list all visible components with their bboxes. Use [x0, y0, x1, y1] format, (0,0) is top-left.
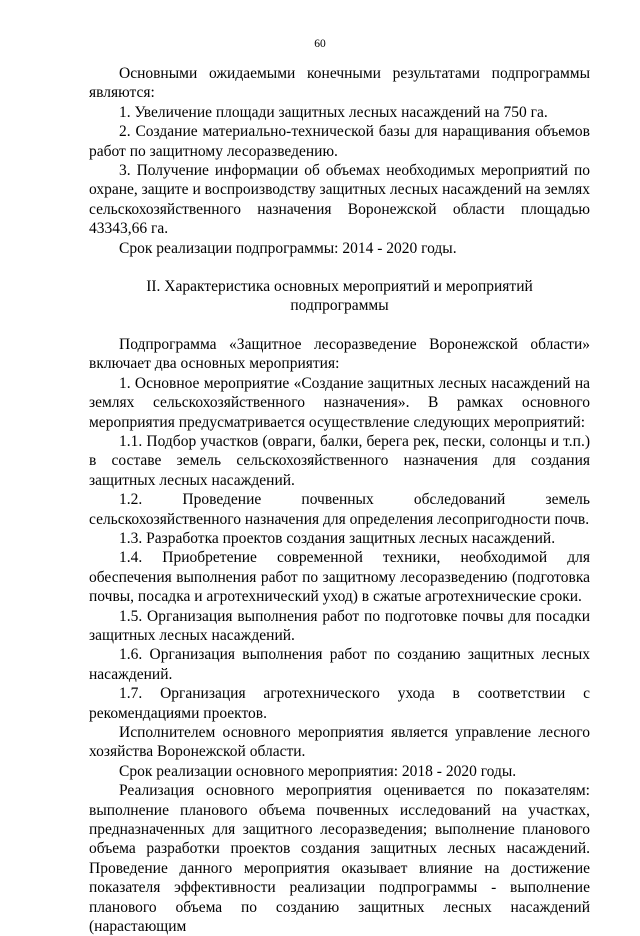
paragraph: Реализация основного мероприятия оценивается по показателям: выполнение планового объема почвенных исследований на участках, предназначенных для защитного лесоразведения; выполнение планового объема разработки проектов создания защитных лесных насаждений. Проведение данного мероприятия оказывает влияние на достижение показателя эффективности реализации подпрограммы - выполнение планового объема по созданию защитных лесных насаждений (нарастающим: [89, 782, 590, 936]
list-item: 1.3. Разработка проектов создания защитных лесных насаждений.: [119, 529, 556, 547]
list-item: 1.2. Проведение почвенных обследований земель сельскохозяйственного назначения для определения лесопригодности почв.: [89, 491, 590, 528]
list-item: 2. Создание материально-технической базы для наращивания объемов работ по защитному лесоразведению.: [89, 123, 590, 160]
list-item: 1.6. Организация выполнения работ по созданию защитных лесных насаждений.: [89, 646, 590, 683]
list-item: 1.4. Приобретение современной техники, необходимой для обеспечения выполнения работ по защитному лесоразведению (подготовка почвы, посадка и агротехнический уход) в сжатые агротехнические сроки.: [89, 549, 590, 606]
paragraph: Срок реализации основного мероприятия: 2018 - 2020 годы.: [119, 762, 517, 780]
paragraph: Срок реализации подпрограммы: 2014 - 2020 годы.: [119, 239, 457, 257]
section-heading: II. Характеристика основных мероприятий и мероприятий подпрограммы: [146, 278, 533, 315]
page-number: 60: [314, 38, 326, 50]
list-item: 1. Увеличение площади защитных лесных насаждений на 750 га.: [119, 103, 548, 121]
list-item: 1.5. Организация выполнения работ по подготовке почвы для посадки защитных лесных насаждений.: [89, 607, 590, 644]
document-body: [89, 64, 590, 936]
list-item: 1. Основное мероприятие «Создание защитных лесных насаждений на землях сельскохозяйственного назначения». В рамках основного мероприятия предусматривается осуществление следующих мероприятий:: [89, 374, 590, 431]
list-item: 3. Получение информации об объемах необходимых мероприятий по охране, защите и воспроизводству защитных лесных насаждений на землях сельскохозяйственного назначения Воронежской области площадью 43343,66 га.: [89, 162, 590, 238]
paragraph: Исполнителем основного мероприятия является управление лесного хозяйства Воронежской области.: [89, 724, 590, 761]
list-item: 1.7. Организация агротехнического ухода в соответствии с рекомендациями проектов.: [89, 685, 590, 722]
list-item: 1.1. Подбор участков (овраги, балки, берега рек, пески, солонцы и т.п.) в составе земель сельскохозяйственного назначения для создания защитных лесных насаждений.: [89, 432, 590, 489]
paragraph: Основными ожидаемыми конечными результатами подпрограммы являются:: [89, 65, 590, 102]
paragraph: Подпрограмма «Защитное лесоразведение Воронежской области» включает два основных мероприятия:: [89, 335, 590, 373]
